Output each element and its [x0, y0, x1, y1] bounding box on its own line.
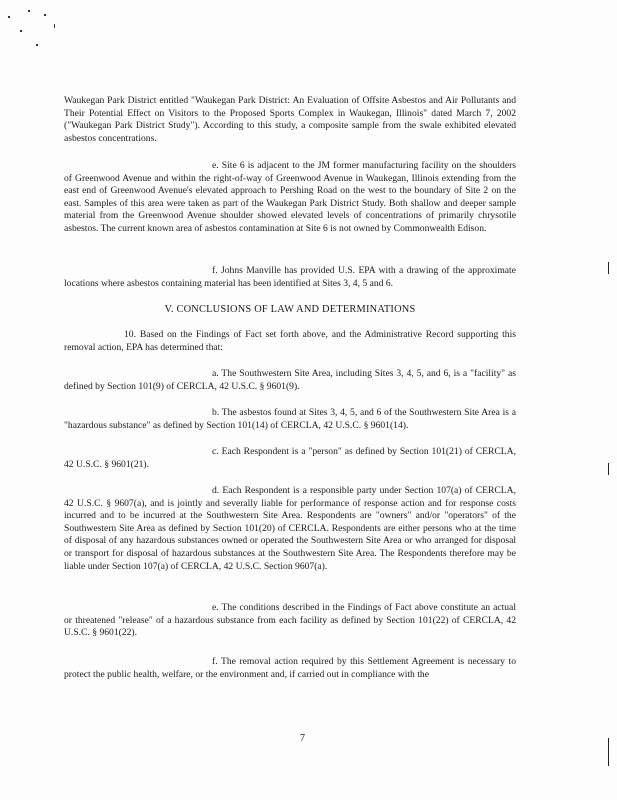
determination-e-text: The conditions described in the Findings of Fact above constitute an actual or threatened "release" of a hazardous substance from each facility as defined by Section 101(22) of CERCLA, 42 U.S.C. § 9601(22). — [64, 602, 516, 639]
scan-edge-mark — [608, 262, 609, 274]
determination-d — [64, 485, 516, 573]
paragraph-10-number: 10. — [124, 329, 136, 340]
finding-f-text: Johns Manville has provided U.S. EPA with a drawing of the approximate locations where asbestos containing material has been identified at Sites 3, 4, 5 and 6. — [64, 265, 516, 289]
scan-speck — [54, 24, 55, 28]
finding-e-marker: e. — [212, 160, 219, 171]
determination-a-marker: a. — [212, 368, 219, 379]
finding-e-paragraph — [64, 160, 516, 236]
determination-b — [64, 407, 516, 432]
determination-c-text: Each Respondent is a "person" as defined by Section 101(21) of CERCLA, 42 U.S.C. § 9601(21). — [64, 446, 516, 470]
scan-speck — [8, 16, 10, 18]
scan-speck — [20, 30, 22, 32]
determination-f — [64, 656, 516, 681]
scan-speck — [36, 44, 38, 46]
determination-b-text: The asbestos found at Sites 3, 4, 5, and 6 of the Southwestern Site Area is a "hazardous substance" as defined by Section 101(14) of CERCLA, 42 U.S.C. § 9601(14). — [64, 407, 516, 431]
determination-b-marker: b. — [212, 407, 220, 418]
paragraph-10 — [64, 329, 516, 354]
scan-edge-mark — [608, 463, 609, 475]
determination-a — [64, 368, 516, 393]
scan-edge-mark — [608, 738, 609, 766]
determination-f-text: The removal action required by this Settlement Agreement is necessary to protect the public health, welfare, or the environment and, if carried out in compliance with the — [64, 656, 516, 680]
determination-a-text: The Southwestern Site Area, including Sites 3, 4, 5, and 6, is a "facility" as defined by Section 101(9) of CERCLA, 42 U.S.C. § 9601(9). — [64, 368, 516, 392]
determination-c-marker: c. — [212, 446, 219, 457]
finding-e-text: Site 6 is adjacent to the JM former manufacturing facility on the shoulders of Greenwood Avenue and within the right-of-way of Greenwood Avenue in Waukegan, Illinois extending from the east end of Greenwood Avenue's elevated approach to Pershing Road on the west to the boundary of Site 2 on the east. Samples of this area were taken as part of the Waukegan Park District Study. Both shallow and deeper sample material from the Greenwood Avenue shoulder showed elevated levels of concentrations of primarily chrysotile asbestos. The current known area of asbestos contamination at Site 6 is not owned by Commonwealth Edison. — [64, 160, 516, 234]
finding-f-marker: f. — [212, 265, 218, 276]
determination-d-marker: d. — [212, 485, 220, 496]
paragraph-10-text: Based on the Findings of Fact set forth above, and the Administrative Record supporting this removal action, EPA has determined that: — [64, 329, 516, 353]
section-heading: V. CONCLUSIONS OF LAW AND DETERMINATIONS — [164, 304, 416, 315]
determination-d-text: Each Respondent is a responsible party under Section 107(a) of CERCLA, 42 U.S.C. § 9607(a), and is jointly and severally liable for performance of response action and for response costs incurred and to be incurred at the Southwestern Site Area. Respondents are "owners" and/or "operators" of the Southwestern Site Area as defined by Section 101(20) of CERCLA. Respondents are either persons who at the time of disposal of any hazardous substances owned or operated the Southwestern Site Area or who arranged for disposal or transport for disposal of hazardous substances at the Southwestern Site Area. The Respondents therefore may be liable under Section 107(a) of CERCLA, 42 U.S.C. Section 9607(a). — [64, 485, 516, 572]
intro-paragraph: Waukegan Park District entitled "Waukegan Park District: An Evaluation of Offsite Asbestos and Air Pollutants and Their Potential Effect on Visitors to the Proposed Sports Complex in Waukegan, Illinois" dated March 7, 2002 ("Waukegan Park District Study"). According to this study, a composite sample from the swale exhibited elevated asbestos concentrations. — [64, 95, 516, 144]
determination-c — [64, 446, 516, 471]
determination-e-marker: e. — [212, 602, 219, 613]
scan-speck — [28, 10, 30, 12]
page-number: 7 — [300, 733, 305, 744]
determination-e — [64, 602, 516, 640]
determination-f-marker: f. — [212, 656, 218, 667]
finding-f-paragraph — [64, 265, 516, 290]
scan-speck — [44, 14, 46, 16]
